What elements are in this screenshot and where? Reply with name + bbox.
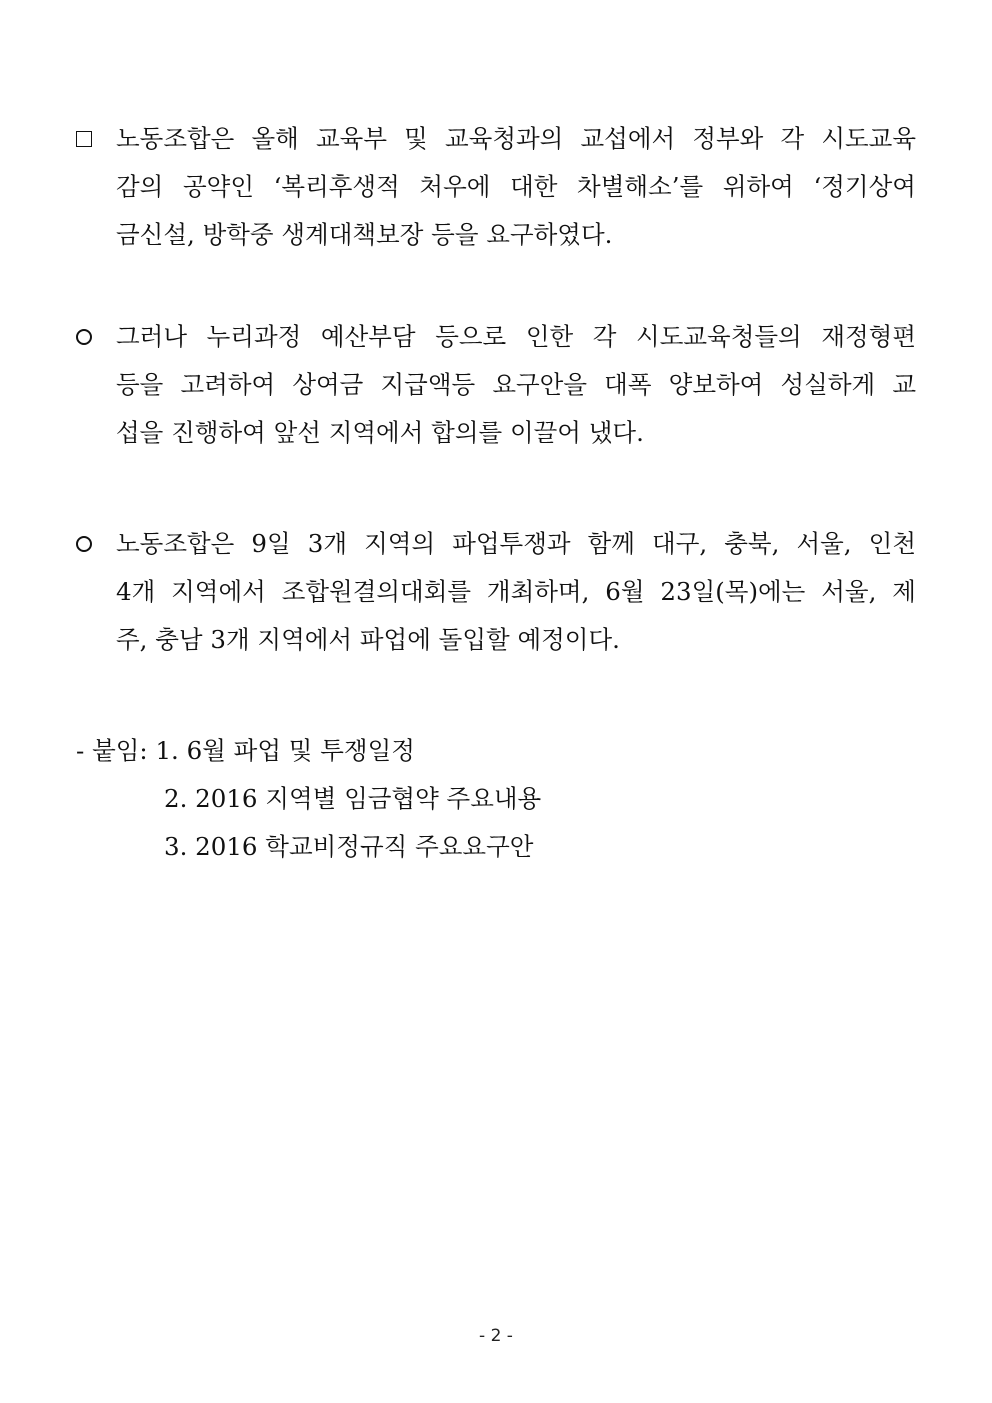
word: 교육청과의 xyxy=(445,124,564,153)
word: 9일 xyxy=(251,529,291,558)
word: 올해 xyxy=(251,124,299,153)
word: 제 xyxy=(892,577,916,606)
word: 누리과정 xyxy=(206,322,302,351)
circle-bullet-icon xyxy=(76,313,116,361)
word: 예산부담 xyxy=(320,322,416,351)
word: 대폭 xyxy=(604,370,652,399)
word: 3개 xyxy=(307,529,348,558)
attachment-item: - 붙임: 1. 6월 파업 및 투쟁일정 xyxy=(76,736,415,765)
word: 양보하여 xyxy=(668,370,764,399)
word: 4개 xyxy=(116,577,156,606)
word: 고려하여 xyxy=(180,370,276,399)
word: 시도교육청들의 xyxy=(636,322,802,351)
word: 대한 xyxy=(510,172,558,201)
word: 충북, xyxy=(724,529,780,558)
word: 성실하게 xyxy=(780,370,876,399)
word: ‘정기상여 xyxy=(813,172,916,201)
attachment-item: 3. 2016 학교비정규직 주요요구안 xyxy=(164,832,534,861)
word: 및 xyxy=(404,124,428,153)
word: 파업투쟁과 xyxy=(452,529,571,558)
word: 지역에서 xyxy=(171,577,266,606)
word: 교섭에서 xyxy=(580,124,676,153)
word: 대구, xyxy=(652,529,708,558)
attachment-item: 2. 2016 지역별 임금협약 주요내용 xyxy=(164,784,542,813)
page-number: - 2 - xyxy=(479,1326,513,1346)
word: 요구안을 xyxy=(492,370,587,399)
paragraph-line xyxy=(116,520,916,568)
word: 지역의 xyxy=(364,529,436,558)
word: 지급액등 xyxy=(380,370,476,399)
paragraph-line: 주, 충남 3개 지역에서 파업에 돌입할 예정이다. xyxy=(116,625,620,654)
paragraph-line xyxy=(76,163,916,211)
word: 6월 xyxy=(605,577,645,606)
paragraph-line: 금신설, 방학중 생계대책보장 등을 요구하였다. xyxy=(116,220,613,249)
word: 시도교육 xyxy=(821,124,916,153)
word: 등으로 xyxy=(435,322,507,351)
word: 노동조합은 xyxy=(116,124,235,153)
word: 각 xyxy=(780,124,805,153)
paragraph-line xyxy=(116,115,916,163)
word: 차별해소’를 xyxy=(577,172,704,201)
paragraph-line: 섭을 진행하여 앞선 지역에서 합의를 이끌어 냈다. xyxy=(116,418,644,447)
paragraph-line xyxy=(76,361,916,409)
word: 감의 xyxy=(116,172,164,201)
word: ‘복리후생적 xyxy=(273,172,400,201)
word: 노동조합은 xyxy=(116,529,235,558)
word: 조합원결의대회를 xyxy=(281,577,472,606)
word: 교육부 xyxy=(316,124,388,153)
word: 교 xyxy=(892,370,916,399)
word: 처우에 xyxy=(419,172,491,201)
paragraph-line xyxy=(76,568,916,616)
word: 서울, xyxy=(796,529,852,558)
word: 그러나 xyxy=(116,322,188,351)
word: 개최하며, xyxy=(486,577,590,606)
word: 등을 xyxy=(116,370,164,399)
word: 상여금 xyxy=(292,370,364,399)
attachment-prefix: - 붙임: xyxy=(76,736,156,765)
paragraph-1 xyxy=(76,115,916,259)
word: 인천 xyxy=(868,529,916,558)
paragraph-line xyxy=(116,313,916,361)
word: 함께 xyxy=(587,529,635,558)
word: 위하여 xyxy=(722,172,794,201)
word: 정부와 xyxy=(692,124,764,153)
word: 인한 xyxy=(525,322,574,351)
word: 재정형편 xyxy=(821,322,916,351)
attachments-list xyxy=(76,727,541,871)
word: 서울, xyxy=(821,577,877,606)
paragraph-3 xyxy=(76,520,916,664)
square-bullet-icon xyxy=(76,115,116,163)
circle-bullet-icon xyxy=(76,520,116,568)
word: 공약인 xyxy=(182,172,254,201)
word: 각 xyxy=(592,322,617,351)
paragraph-2 xyxy=(76,313,916,457)
word: 23일(목)에는 xyxy=(660,577,806,606)
